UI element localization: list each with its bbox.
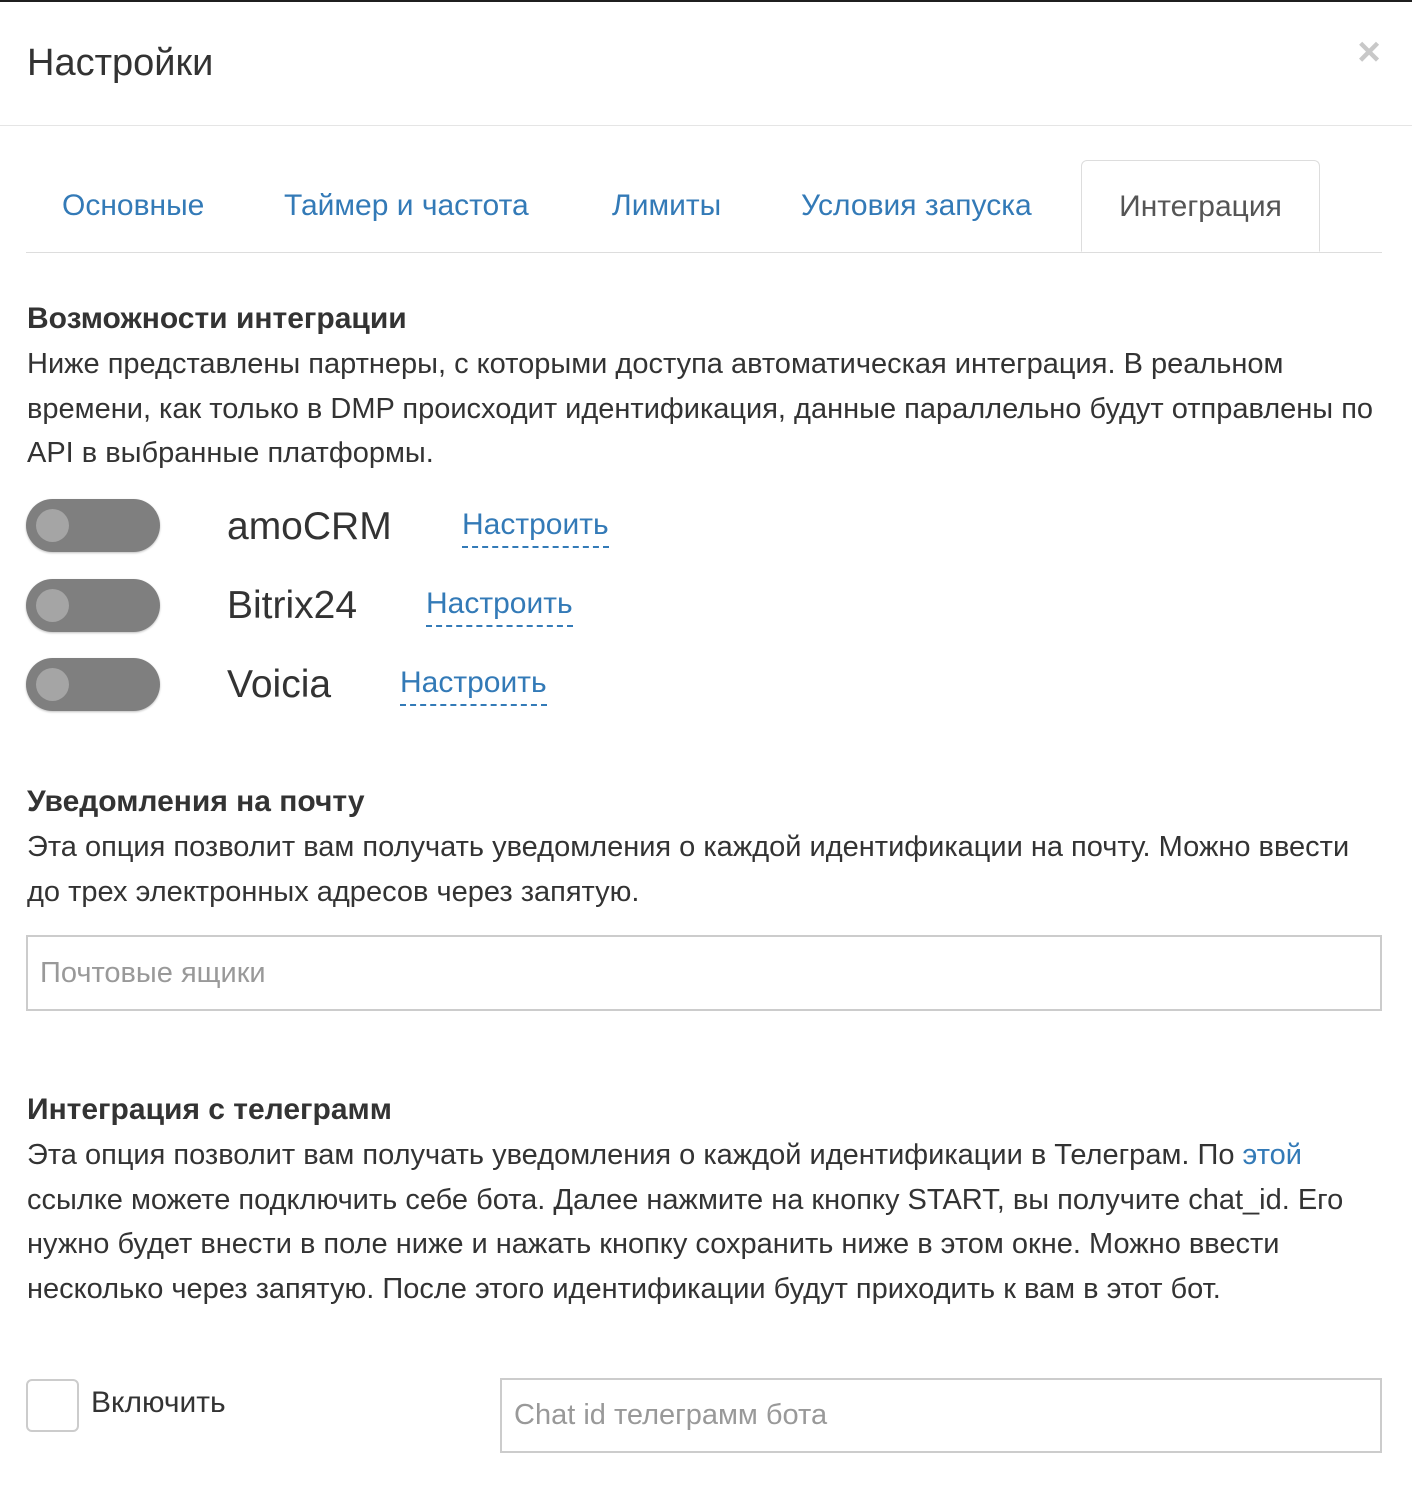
- telegram-description: [27, 1133, 1377, 1311]
- partner-name-bitrix24: Bitrix24: [227, 584, 358, 627]
- telegram-enable-label: Включить: [91, 1386, 226, 1419]
- partner-name-amocrm: amoCRM: [227, 505, 392, 548]
- toggle-amocrm[interactable]: [26, 499, 160, 552]
- telegram-bot-link[interactable]: этой: [1242, 1139, 1302, 1171]
- tab-limits[interactable]: Лимиты: [612, 189, 722, 222]
- configure-link-bitrix24[interactable]: Настроить: [426, 587, 573, 627]
- toggle-knob: [36, 509, 69, 542]
- configure-link-voicia[interactable]: Настроить: [400, 666, 547, 706]
- tab-bar: [26, 160, 1382, 253]
- telegram-description-part1: Эта опция позволит вам получать уведомления о каждой идентификации в Телеграм. По: [27, 1139, 1243, 1171]
- modal-header: [0, 2, 1412, 126]
- telegram-enable-checkbox[interactable]: [26, 1379, 79, 1432]
- toggle-voicia[interactable]: [26, 658, 160, 711]
- email-input[interactable]: [26, 935, 1382, 1011]
- integration-section-title: Возможности интеграции: [27, 302, 407, 335]
- telegram-section-title: Интеграция с телеграмм: [27, 1093, 392, 1126]
- email-section-title: Уведомления на почту: [27, 785, 365, 818]
- integration-description: Ниже представлены партнеры, с которыми доступа автоматическая интеграция. В реальном времени, как только в DMP происходит идентификация, данные параллельно будут отправлены по API в выбранные платформы.: [27, 348, 1374, 469]
- partner-name-voicia: Voicia: [227, 663, 332, 706]
- toggle-knob: [36, 589, 69, 622]
- telegram-description-part2: ссылке можете подключить себе бота. Далее нажмите на кнопку START, вы получите chat_id. Его нужно будет внести в поле ниже и нажать кнопку сохранить ниже в этом окне. Можно ввести несколько через запятую. После этого идентификации будут приходить к вам в этот бот.: [27, 1183, 1344, 1305]
- modal-title: Настройки: [27, 42, 214, 84]
- tab-general[interactable]: Основные: [62, 189, 205, 222]
- tab-integration[interactable]: Интеграция: [1081, 160, 1320, 252]
- tab-timer-frequency[interactable]: Таймер и частота: [284, 189, 529, 222]
- close-icon[interactable]: ×: [1357, 30, 1381, 74]
- toggle-knob: [36, 668, 69, 701]
- tab-launch-conditions[interactable]: Условия запуска: [801, 189, 1032, 222]
- configure-link-amocrm[interactable]: Настроить: [462, 508, 609, 548]
- toggle-bitrix24[interactable]: [26, 579, 160, 632]
- telegram-chat-id-input[interactable]: [500, 1378, 1382, 1453]
- email-description: Эта опция позволит вам получать уведомления о каждой идентификации на почту. Можно ввести до трех электронных адресов через запятую.: [27, 831, 1350, 908]
